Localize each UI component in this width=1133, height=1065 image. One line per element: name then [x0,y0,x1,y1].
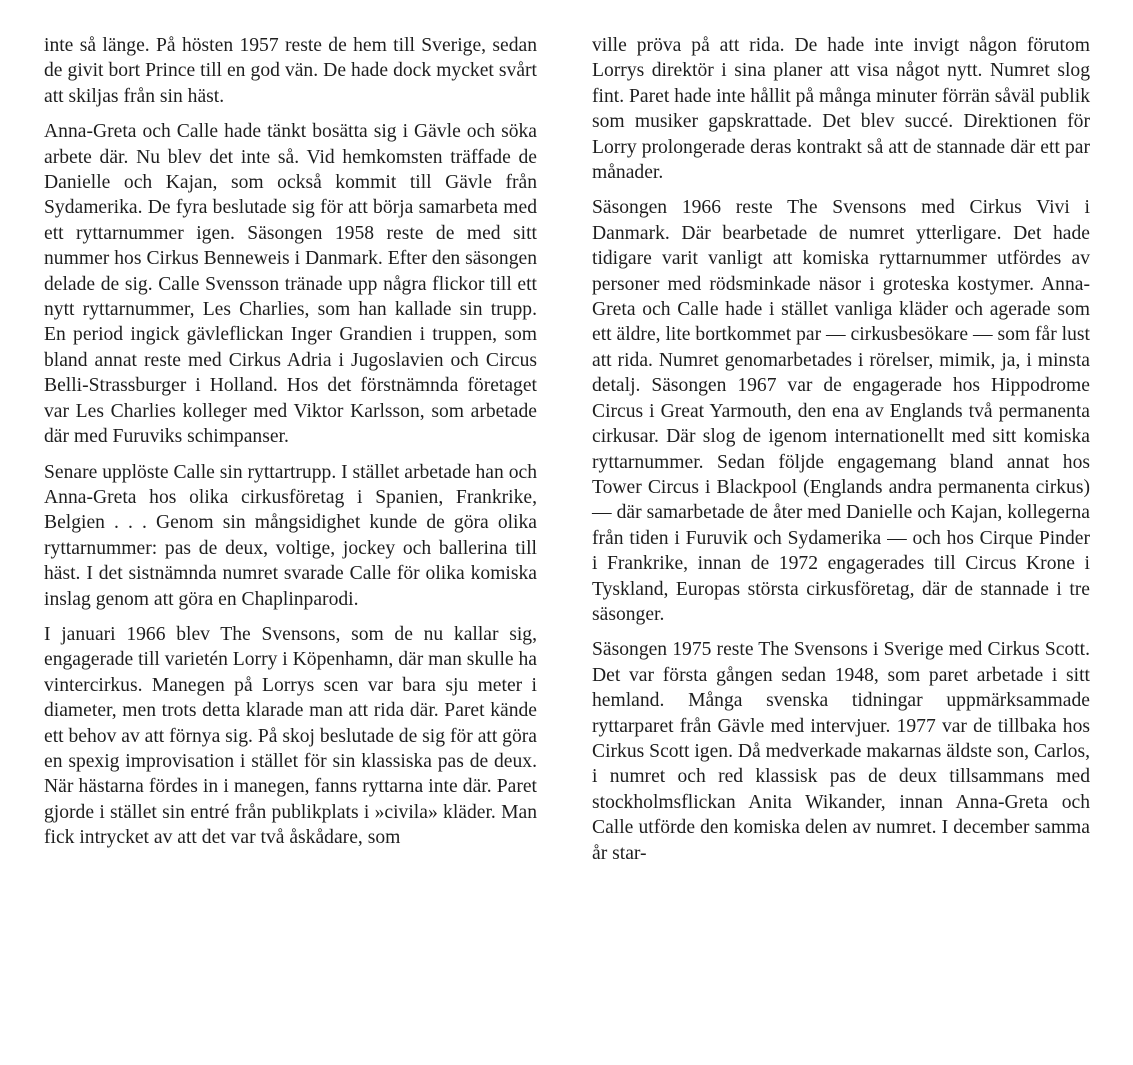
right-text-column [592,33,1090,866]
paragraph: Säsongen 1966 reste The Svensons med Cirkus Vivi i Danmark. Där bearbetade de numret ytterligare. Det hade tidigare varit vanligt att komiska ryttarnummer utfördes av personer med rödsminkade näsor i groteska kostymer. Anna-Greta och Calle hade i stället vanliga kläder och agerade som ett äldre, lite bortkommet par — cirkusbesökare — som får lust att rida. Numret genomarbetades i rörelser, mimik, ja, i minsta detalj. Säsongen 1967 var de engagerade hos Hippodrome Circus i Great Yarmouth, den ena av Englands två permanenta cirkusar. Där slog de igenom internationellt med sitt komiska ryttarnummer. Sedan följde engagemang bland annat hos Tower Circus i Blackpool (Englands andra permanenta cirkus) — där samarbetade de åter med Danielle och Kajan, kollegerna från tiden i Furuvik och Sydamerika — och hos Cirque Pinder i Frankrike, innan de 1972 engagerades till Circus Krone i Tyskland, Europas största cirkusföretag, där de stannade i tre säsonger. [592,197,1090,625]
paragraph: Senare upplöste Calle sin ryttartrupp. I stället arbetade han och Anna-Greta hos olika cirkusföretag i Spanien, Frankrike, Belgien . . . Genom sin mångsidighet kunde de göra olika ryttarnummer: pas de deux, voltige, jockey och ballerina till häst. I det sistnämnda numret svarade Calle för olika komiska inslag genom att göra en Chaplinparodi. [44,461,537,610]
paragraph: Säsongen 1975 reste The Svensons i Sverige med Cirkus Scott. Det var första gången sedan 1948, som paret arbetade i sitt hemland. Många svenska tidningar uppmärksammade ryttarparet från Gävle med intervjuer. 1977 var de tillbaka hos Cirkus Scott igen. Då medverkade makarnas äldste son, Carlos, i numret och red klassisk pas de deux tillsammans med stockholmsflickan Anita Wikander, innan Anna-Greta och Calle utförde den komiska delen av numret. I december samma år star- [592,639,1090,864]
paragraph: inte så länge. På hösten 1957 reste de hem till Sverige, sedan de givit bort Prince till en god vän. De hade dock mycket svårt att skiljas från sin häst. [44,35,537,107]
paragraph: ville pröva på att rida. De hade inte invigt någon förutom Lorrys direktör i sina planer att visa något nytt. Numret slog fint. Paret hade inte hållit på många minuter förrän såväl publik som musiker gapskrattade. Det blev succé. Direktionen för Lorry prolongerade deras kontrakt så att de stannade där ett par månader. [592,35,1090,184]
paragraph: I januari 1966 blev The Svensons, som de nu kallar sig, engagerade till varietén Lorry i Köpenhamn, där man skulle ha vintercirkus. Manegen på Lorrys scen var bara sju meter i diameter, men trots detta klarade man att rida där. Paret kände ett behov av att förnya sig. På skoj beslutade de sig för att göra en spexig improvisation i stället för sin klassiska pas de deux. När hästarna fördes in i manegen, fanns ryttarna inte där. Paret gjorde i stället sin entré från publikplats i »civila» kläder. Man fick intrycket av att det var två åskådare, som [44,623,537,849]
left-text-column [44,33,537,851]
paragraph: Anna-Greta och Calle hade tänkt bosätta sig i Gävle och söka arbete där. Nu blev det inte så. Vid hemkomsten träffade de Danielle och Kajan, som också kommit till Gävle från Sydamerika. De fyra beslutade sig för att börja samarbeta med ett ryttarnummer igen. Säsongen 1958 reste de med sitt nummer hos Cirkus Benneweis i Danmark. Efter den säsongen delade de sig. Calle Svensson tränade upp några flickor till ett nytt ryttarnummer, Les Charlies, som han kallade sin trupp. En period ingick gävleflickan Inger Grandien i truppen, som bland annat reste med Cirkus Adria i Jugoslavien och Circus Belli-Strassburger i Holland. Hos det förstnämnda företaget var Les Charlies kolleger med Viktor Karlsson, som arbetade där med Furuviks schimpanser. [44,121,537,448]
